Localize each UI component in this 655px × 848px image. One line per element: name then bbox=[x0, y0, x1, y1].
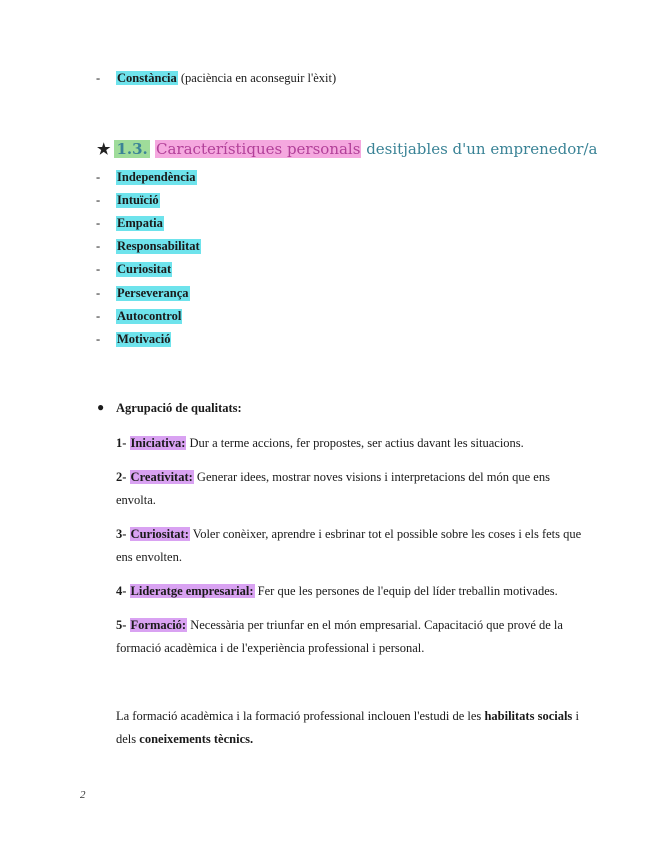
heading-number: 1.3. bbox=[116, 140, 148, 158]
group-number: 4- bbox=[116, 584, 130, 598]
heading-rest: desitjables d'un emprenedor/a bbox=[361, 140, 598, 158]
quality-term: Responsabilitat bbox=[117, 239, 200, 253]
bold-term: habilitats socials bbox=[484, 709, 573, 723]
bullet-icon: ● bbox=[97, 400, 105, 414]
section-heading bbox=[97, 140, 597, 158]
quality-term: Constància bbox=[117, 71, 177, 85]
group-text: Generar idees, mostrar noves visions i interpretacions del món que ens envolta. bbox=[116, 470, 550, 507]
quality-group bbox=[116, 523, 586, 569]
group-text: Fer que les persones de l'equip del líder treballin motivades. bbox=[254, 584, 558, 598]
group-text: Voler conèixer, aprendre i esbrinar tot el possible sobre les coses i els fets que ens envolten. bbox=[116, 527, 582, 564]
quality-term: Intuïció bbox=[117, 193, 159, 207]
group-number: 1- bbox=[116, 436, 130, 450]
quality-group bbox=[116, 614, 586, 660]
dash-marker: - bbox=[96, 71, 101, 85]
group-term: Iniciativa: bbox=[130, 436, 186, 450]
group-number: 5- bbox=[116, 618, 130, 632]
group-term: Curiositat: bbox=[130, 527, 189, 541]
bold-term: coneixements tècnics. bbox=[139, 732, 254, 746]
group-number: 3- bbox=[116, 527, 130, 541]
quality-description: (paciència en aconseguir l'èxit) bbox=[177, 71, 337, 85]
group-term: Creativitat: bbox=[130, 470, 193, 484]
group-text: Necessària per triunfar en el món empresarial. Capacitació que prové de la formació acadèmica i de l'experiència professional i personal. bbox=[116, 618, 563, 655]
quality-term: Curiositat bbox=[117, 262, 172, 276]
quality-group bbox=[116, 466, 586, 512]
group-text: Dur a terme accions, fer propostes, ser actius davant les situacions. bbox=[186, 436, 524, 450]
quality-term: Perseverança bbox=[117, 286, 189, 300]
page-number: 2 bbox=[80, 789, 86, 801]
group-title: Agrupació de qualitats: bbox=[116, 401, 242, 415]
quality-term: Empatia bbox=[117, 216, 163, 230]
group-term: Formació: bbox=[130, 618, 187, 632]
heading-highlight: Característiques personals bbox=[156, 140, 361, 158]
quality-term: Autocontrol bbox=[117, 309, 182, 323]
closing-paragraph: La formació acadèmica i la formació professional inclouen l'estudi de les habilitats socials i dels coneixements tècnics. bbox=[116, 709, 579, 746]
quality-term: Motivació bbox=[117, 332, 171, 346]
quality-group bbox=[116, 580, 586, 603]
quality-term: Independència bbox=[117, 170, 196, 184]
quality-group bbox=[116, 432, 586, 455]
group-number: 2- bbox=[116, 470, 130, 484]
star-icon: ★ bbox=[97, 140, 111, 158]
group-term: Lideratge empresarial: bbox=[130, 584, 254, 598]
